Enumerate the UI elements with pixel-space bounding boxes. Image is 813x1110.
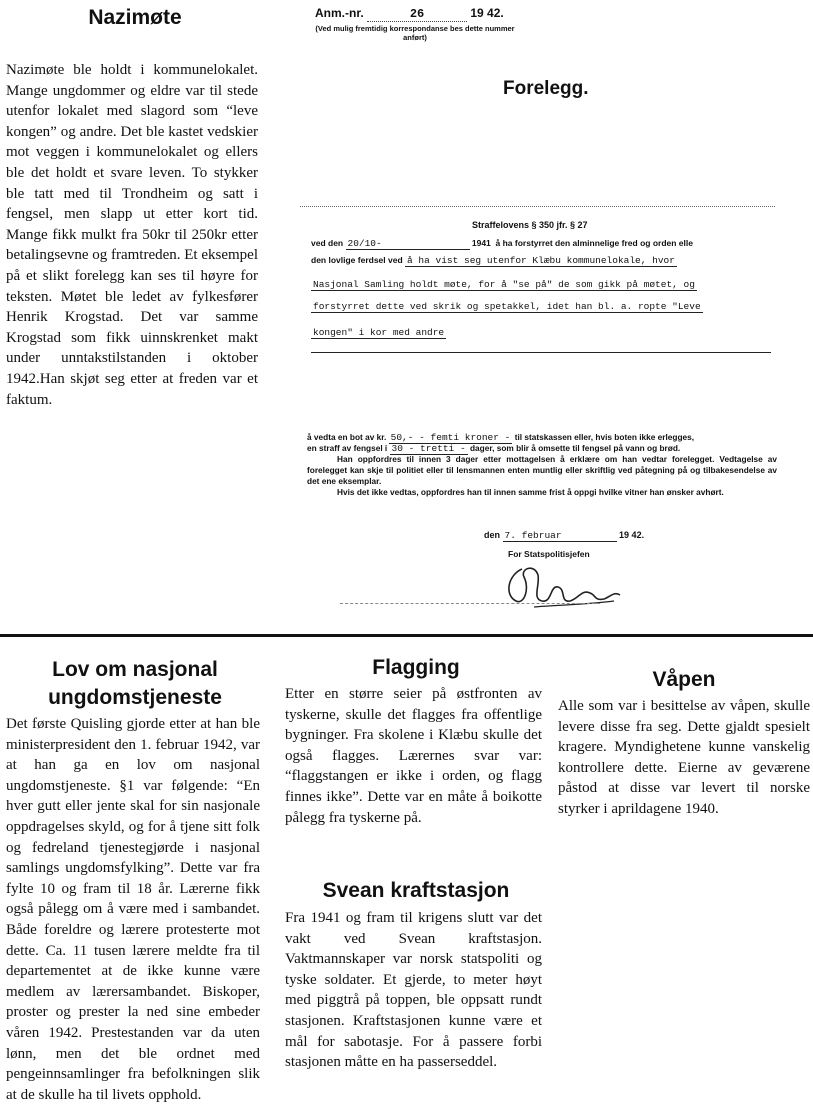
section-divider <box>0 634 813 637</box>
form-row-typed-5 <box>311 327 446 338</box>
row1-year: 1941 <box>471 238 491 248</box>
document-date-line <box>484 530 644 542</box>
document-reference-number <box>315 6 504 22</box>
nazimote-paragraph: Nazimøte ble holdt i kommunelokalet. Mange ungdommer og eldre var til stede utenfor lokalet med slagord som “leve kongen” og andre. Det ble kastet vedskier mot veggen i kommunelokalet og ellers ble det holdt et svare leven. To stykker ble tatt med til Trondheim og satt i fengsel, men slapp ut etter kort tid. Mange fikk mulkt fra 50kr til 250kr etter betalingsevne og framtreden. Et eksempel på et slikt forelegg kan ses til høyre for teksten. Møtet ble ledet av fylkesfører Henrik Krogstad. Det var samme Krogstad som fikk uinnskrenket makt under unntakstilstanden i oktober 1942.Han skjøt seg etter at freden var et faktum. <box>6 62 258 408</box>
fine-suffix: til statskassen eller, hvis boten ikke erlegges, <box>514 432 695 442</box>
article-body-nazimote <box>6 60 258 410</box>
date-typed: 7. februar <box>503 530 617 542</box>
document-divider <box>300 206 775 207</box>
article-body-lov <box>6 714 260 1105</box>
date-year: 19 42. <box>619 530 645 540</box>
prison-suffix: dager, som blir å omsette til fengsel på vann og brød. <box>469 443 681 453</box>
article-title-svean: Svean kraftstasjon <box>322 879 510 902</box>
article-body-flagging <box>285 684 542 828</box>
document-paragraph-1: Han oppfordres til innen 3 dager etter mottagelsen å erklære om han vedtar forelegget. Vedtagelse av forelegget kan skje til politiet eller til lensmannen enten muntlig eller skriftlig ved påtegning på og tilbakesendelse av det ene eksemplar. <box>307 454 777 486</box>
document-paragraph-2: Hvis det ikke vedtas, oppfordres han til innen samme frist å oppgi hvilke vitner han ønsker avhørt. <box>337 487 724 497</box>
anm-number: 26 <box>367 7 467 22</box>
article-title-flagging: Flagging <box>372 656 460 679</box>
article-title-nazimote: Nazimøte <box>88 6 182 29</box>
fine-amount: 50,- - femti kroner - <box>390 432 511 443</box>
row2-typed: å ha vist seg utenfor Klæbu kommunelokale, hvor <box>407 255 675 266</box>
prison-days: 30 - tretti - <box>391 443 466 454</box>
row4-typed: forstyrret dette ved skrik og spetakkel, idet han bl. a. ropte "Leve <box>313 301 701 312</box>
form-row-typed-3 <box>311 279 697 290</box>
row1-suffix: å ha forstyrret den alminnelige fred og orden elle <box>495 238 693 248</box>
form-row-typed-4 <box>311 301 703 312</box>
article-title-vapen: Våpen <box>652 668 716 691</box>
anm-year: 19 42. <box>470 6 504 20</box>
vapen-paragraph: Alle som var i besittelse av våpen, skulle levere disse fra seg. Dette gjaldt spesielt kragere. Myndighetene kunne vanskelig kontrollere dette. Eierne av geværene påstod at disse var levert til norske styrker i aprildagene 1940. <box>558 698 810 817</box>
article-body-vapen <box>558 696 810 820</box>
law-reference: Straffelovens § 350 jfr. § 27 <box>472 220 588 230</box>
row5-typed: kongen" i kor med andre <box>313 327 445 338</box>
row1-prefix: ved den <box>311 238 344 248</box>
anm-label: Anm.-nr. <box>315 6 364 20</box>
anm-note: (Ved mulig fremtidig korrespondanse bes dette nummer anført) <box>315 24 515 42</box>
lov-paragraph: Det første Quisling gjorde etter at han ble ministerpresident den 1. februar 1942, var at han ga en lov om nasjonal ungdomstjeneste. §1 var følgende: “En hver gutt eller jente skal for sin nasjonale oppdragelses skyld, og for å tjene sitt folk og fedreland tjenestegjørde i nasjonal samlings ungdomsfylking”. Dette var fra fylte 10 og fram til 18 år. Lærerne fikk også pålegg om å være med i sambandet. Både foreldre og lærere protesterte mot dette. Ca. 11 tusen lærere meldte fra til departementet at de ikke kunne være medlem av lærersambandet. Biskoper, proster og prester la ned sine embeder våren 1942. Prestestanden var da uten lønn, men det ble ordnet med pengeinnsamlinger fra befolkningen slik at de skulle ha til livets opphold. <box>6 716 260 1103</box>
fine-prefix: å vedta en bot av kr. <box>307 432 387 442</box>
flagging-paragraph: Etter en større seier på østfronten av tyskerne, skulle det flagges fra offentlige bygninger. Fra skolene i Klæbu skulle det også flagges. Lærernes svar var: “flaggstangen er ikke i orden, og flagg finnes ikke”. Dette var en måte å boikotte pålegg fra tyskerne på. <box>285 686 542 826</box>
prison-line <box>307 443 777 454</box>
document-bottom-rule <box>340 603 600 604</box>
form-row-date <box>311 238 693 250</box>
row3-typed: Nasjonal Samling holdt møte, for å "se på" de som gikk på møtet, og <box>313 279 695 290</box>
signature-icon <box>494 555 634 613</box>
document-title: Forelegg. <box>503 78 589 99</box>
document-terms <box>307 432 777 498</box>
svean-paragraph: Fra 1941 og fram til krigens slutt var det vakt ved Svean kraftstasjon. Vaktmannskaper var norsk statspoliti og tyske soldater. Et gjerde, to meter høyt med piggtrå på toppen, ble oppsatt rundt stasjonen. Kraftstasjonen kunne være et mål for sabotasje. For å passere forbi stasjonen måtte en ha passerseddel. <box>285 910 542 1071</box>
article-title-lov: Lov om nasjonal ungdomstjeneste <box>48 658 222 709</box>
article-body-svean <box>285 908 542 1073</box>
form-row-location <box>311 255 677 266</box>
row2-prefix: den lovlige ferdsel ved <box>311 255 403 265</box>
signed-for-label: For Statspolitisjefen <box>508 549 590 559</box>
row1-date: 20/10- <box>346 238 470 250</box>
prison-prefix: en straff av fengsel i <box>307 443 388 453</box>
form-blank-line <box>311 352 771 353</box>
fine-line <box>307 432 777 443</box>
date-prefix: den <box>484 530 501 540</box>
